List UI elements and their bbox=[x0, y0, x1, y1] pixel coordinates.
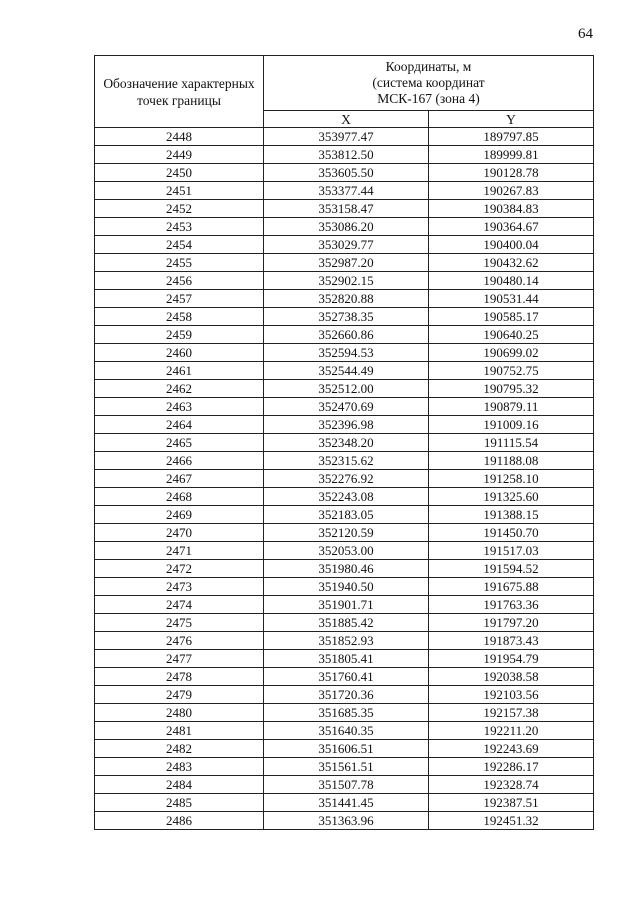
point-id-cell: 2469 bbox=[95, 506, 264, 524]
table-row bbox=[95, 722, 594, 740]
y-coordinate-cell: 191763.36 bbox=[429, 596, 594, 614]
point-id-cell: 2473 bbox=[95, 578, 264, 596]
point-id-cell: 2452 bbox=[95, 200, 264, 218]
y-coordinate-cell: 190795.32 bbox=[429, 380, 594, 398]
x-column-header: X bbox=[264, 111, 429, 128]
table-row bbox=[95, 560, 594, 578]
x-coordinate-cell: 352183.05 bbox=[264, 506, 429, 524]
point-id-cell: 2467 bbox=[95, 470, 264, 488]
y-coordinate-cell: 191009.16 bbox=[429, 416, 594, 434]
point-id-cell: 2483 bbox=[95, 758, 264, 776]
point-id-cell: 2451 bbox=[95, 182, 264, 200]
x-coordinate-cell: 352315.62 bbox=[264, 452, 429, 470]
x-coordinate-cell: 352594.53 bbox=[264, 344, 429, 362]
x-coordinate-cell: 351441.45 bbox=[264, 794, 429, 812]
point-id-cell: 2454 bbox=[95, 236, 264, 254]
point-id-cell: 2486 bbox=[95, 812, 264, 830]
point-id-cell: 2472 bbox=[95, 560, 264, 578]
page-number: 64 bbox=[578, 26, 593, 42]
table-row bbox=[95, 596, 594, 614]
y-coordinate-cell: 192328.74 bbox=[429, 776, 594, 794]
table-row bbox=[95, 668, 594, 686]
table-row bbox=[95, 128, 594, 146]
y-coordinate-cell: 190400.04 bbox=[429, 236, 594, 254]
x-coordinate-cell: 352660.86 bbox=[264, 326, 429, 344]
point-id-cell: 2456 bbox=[95, 272, 264, 290]
y-column-header: Y bbox=[429, 111, 594, 128]
x-coordinate-cell: 351805.41 bbox=[264, 650, 429, 668]
x-coordinate-cell: 351640.35 bbox=[264, 722, 429, 740]
point-id-cell: 2460 bbox=[95, 344, 264, 362]
table-row bbox=[95, 398, 594, 416]
y-coordinate-cell: 191517.03 bbox=[429, 542, 594, 560]
x-coordinate-cell: 351685.35 bbox=[264, 704, 429, 722]
point-id-cell: 2449 bbox=[95, 146, 264, 164]
table-row bbox=[95, 290, 594, 308]
y-coordinate-cell: 190128.78 bbox=[429, 164, 594, 182]
y-coordinate-cell: 191188.08 bbox=[429, 452, 594, 470]
x-coordinate-cell: 352120.59 bbox=[264, 524, 429, 542]
y-coordinate-cell: 191797.20 bbox=[429, 614, 594, 632]
x-coordinate-cell: 353086.20 bbox=[264, 218, 429, 236]
point-id-cell: 2474 bbox=[95, 596, 264, 614]
x-coordinate-cell: 351940.50 bbox=[264, 578, 429, 596]
x-coordinate-cell: 351606.51 bbox=[264, 740, 429, 758]
table-row bbox=[95, 524, 594, 542]
x-coordinate-cell: 352276.92 bbox=[264, 470, 429, 488]
y-coordinate-cell: 189999.81 bbox=[429, 146, 594, 164]
x-coordinate-cell: 352470.69 bbox=[264, 398, 429, 416]
point-id-cell: 2450 bbox=[95, 164, 264, 182]
x-coordinate-cell: 352902.15 bbox=[264, 272, 429, 290]
y-coordinate-cell: 191115.54 bbox=[429, 434, 594, 452]
y-coordinate-cell: 190364.67 bbox=[429, 218, 594, 236]
y-coordinate-cell: 190699.02 bbox=[429, 344, 594, 362]
point-id-cell: 2476 bbox=[95, 632, 264, 650]
y-coordinate-cell: 192286.17 bbox=[429, 758, 594, 776]
y-coordinate-cell: 191258.10 bbox=[429, 470, 594, 488]
x-coordinate-cell: 352243.08 bbox=[264, 488, 429, 506]
point-id-cell: 2466 bbox=[95, 452, 264, 470]
x-coordinate-cell: 352396.98 bbox=[264, 416, 429, 434]
y-coordinate-cell: 190384.83 bbox=[429, 200, 594, 218]
x-coordinate-cell: 353029.77 bbox=[264, 236, 429, 254]
coordinates-header-line2: (система координат bbox=[372, 75, 485, 90]
table-row bbox=[95, 236, 594, 254]
point-designation-header: Обозначение характерных точек границы bbox=[95, 56, 264, 128]
point-id-cell: 2461 bbox=[95, 362, 264, 380]
point-id-cell: 2482 bbox=[95, 740, 264, 758]
y-coordinate-cell: 191388.15 bbox=[429, 506, 594, 524]
table-row bbox=[95, 434, 594, 452]
table-row bbox=[95, 182, 594, 200]
y-coordinate-cell: 190531.44 bbox=[429, 290, 594, 308]
x-coordinate-cell: 352544.49 bbox=[264, 362, 429, 380]
coordinates-header bbox=[264, 56, 594, 111]
y-coordinate-cell: 190432.62 bbox=[429, 254, 594, 272]
y-coordinate-cell: 192103.56 bbox=[429, 686, 594, 704]
y-coordinate-cell: 191675.88 bbox=[429, 578, 594, 596]
table-body bbox=[95, 128, 594, 830]
x-coordinate-cell: 352348.20 bbox=[264, 434, 429, 452]
table-row bbox=[95, 686, 594, 704]
table-row bbox=[95, 758, 594, 776]
point-id-cell: 2453 bbox=[95, 218, 264, 236]
point-id-cell: 2455 bbox=[95, 254, 264, 272]
point-id-cell: 2475 bbox=[95, 614, 264, 632]
x-coordinate-cell: 352820.88 bbox=[264, 290, 429, 308]
point-id-cell: 2481 bbox=[95, 722, 264, 740]
point-id-cell: 2465 bbox=[95, 434, 264, 452]
coordinates-table bbox=[94, 55, 594, 830]
x-coordinate-cell: 351885.42 bbox=[264, 614, 429, 632]
point-id-cell: 2478 bbox=[95, 668, 264, 686]
point-id-cell: 2480 bbox=[95, 704, 264, 722]
point-id-cell: 2458 bbox=[95, 308, 264, 326]
point-id-cell: 2468 bbox=[95, 488, 264, 506]
point-id-cell: 2464 bbox=[95, 416, 264, 434]
table-row bbox=[95, 344, 594, 362]
x-coordinate-cell: 351561.51 bbox=[264, 758, 429, 776]
table-row bbox=[95, 812, 594, 830]
coordinates-header-line1: Координаты, м bbox=[385, 59, 472, 74]
y-coordinate-cell: 192211.20 bbox=[429, 722, 594, 740]
table-row bbox=[95, 470, 594, 488]
coordinates-header-line3: МСК-167 (зона 4) bbox=[377, 91, 480, 106]
y-coordinate-cell: 192387.51 bbox=[429, 794, 594, 812]
point-id-cell: 2457 bbox=[95, 290, 264, 308]
y-coordinate-cell: 191594.52 bbox=[429, 560, 594, 578]
x-coordinate-cell: 351901.71 bbox=[264, 596, 429, 614]
table-row bbox=[95, 272, 594, 290]
table-row bbox=[95, 650, 594, 668]
point-id-cell: 2471 bbox=[95, 542, 264, 560]
point-id-cell: 2448 bbox=[95, 128, 264, 146]
point-id-cell: 2463 bbox=[95, 398, 264, 416]
table-row bbox=[95, 452, 594, 470]
point-id-cell: 2462 bbox=[95, 380, 264, 398]
y-coordinate-cell: 192157.38 bbox=[429, 704, 594, 722]
table-row bbox=[95, 794, 594, 812]
point-id-cell: 2470 bbox=[95, 524, 264, 542]
table-row bbox=[95, 164, 594, 182]
y-coordinate-cell: 191450.70 bbox=[429, 524, 594, 542]
x-coordinate-cell: 351720.36 bbox=[264, 686, 429, 704]
y-coordinate-cell: 191873.43 bbox=[429, 632, 594, 650]
point-id-cell: 2484 bbox=[95, 776, 264, 794]
x-coordinate-cell: 351980.46 bbox=[264, 560, 429, 578]
table-row bbox=[95, 200, 594, 218]
point-id-cell: 2485 bbox=[95, 794, 264, 812]
y-coordinate-cell: 192038.58 bbox=[429, 668, 594, 686]
y-coordinate-cell: 190585.17 bbox=[429, 308, 594, 326]
point-id-cell: 2477 bbox=[95, 650, 264, 668]
x-coordinate-cell: 351760.41 bbox=[264, 668, 429, 686]
table-row bbox=[95, 632, 594, 650]
table-row bbox=[95, 506, 594, 524]
table-row bbox=[95, 146, 594, 164]
y-coordinate-cell: 191954.79 bbox=[429, 650, 594, 668]
table-row bbox=[95, 218, 594, 236]
y-coordinate-cell: 191325.60 bbox=[429, 488, 594, 506]
y-coordinate-cell: 189797.85 bbox=[429, 128, 594, 146]
y-coordinate-cell: 190879.11 bbox=[429, 398, 594, 416]
table-row bbox=[95, 704, 594, 722]
x-coordinate-cell: 353377.44 bbox=[264, 182, 429, 200]
x-coordinate-cell: 352987.20 bbox=[264, 254, 429, 272]
table-row bbox=[95, 326, 594, 344]
y-coordinate-cell: 190752.75 bbox=[429, 362, 594, 380]
table-row bbox=[95, 740, 594, 758]
x-coordinate-cell: 353977.47 bbox=[264, 128, 429, 146]
x-coordinate-cell: 352512.00 bbox=[264, 380, 429, 398]
y-coordinate-cell: 192243.69 bbox=[429, 740, 594, 758]
point-id-cell: 2479 bbox=[95, 686, 264, 704]
y-coordinate-cell: 192451.32 bbox=[429, 812, 594, 830]
x-coordinate-cell: 353812.50 bbox=[264, 146, 429, 164]
table-row bbox=[95, 488, 594, 506]
table-row bbox=[95, 380, 594, 398]
table-row bbox=[95, 416, 594, 434]
table-row bbox=[95, 542, 594, 560]
point-id-cell: 2459 bbox=[95, 326, 264, 344]
x-coordinate-cell: 352053.00 bbox=[264, 542, 429, 560]
x-coordinate-cell: 351363.96 bbox=[264, 812, 429, 830]
y-coordinate-cell: 190640.25 bbox=[429, 326, 594, 344]
x-coordinate-cell: 352738.35 bbox=[264, 308, 429, 326]
table-row bbox=[95, 578, 594, 596]
x-coordinate-cell: 353605.50 bbox=[264, 164, 429, 182]
table-row bbox=[95, 614, 594, 632]
y-coordinate-cell: 190267.83 bbox=[429, 182, 594, 200]
x-coordinate-cell: 351852.93 bbox=[264, 632, 429, 650]
x-coordinate-cell: 353158.47 bbox=[264, 200, 429, 218]
table-header bbox=[95, 56, 594, 128]
table-row bbox=[95, 254, 594, 272]
y-coordinate-cell: 190480.14 bbox=[429, 272, 594, 290]
x-coordinate-cell: 351507.78 bbox=[264, 776, 429, 794]
table-row bbox=[95, 362, 594, 380]
table-row bbox=[95, 308, 594, 326]
table-row bbox=[95, 776, 594, 794]
